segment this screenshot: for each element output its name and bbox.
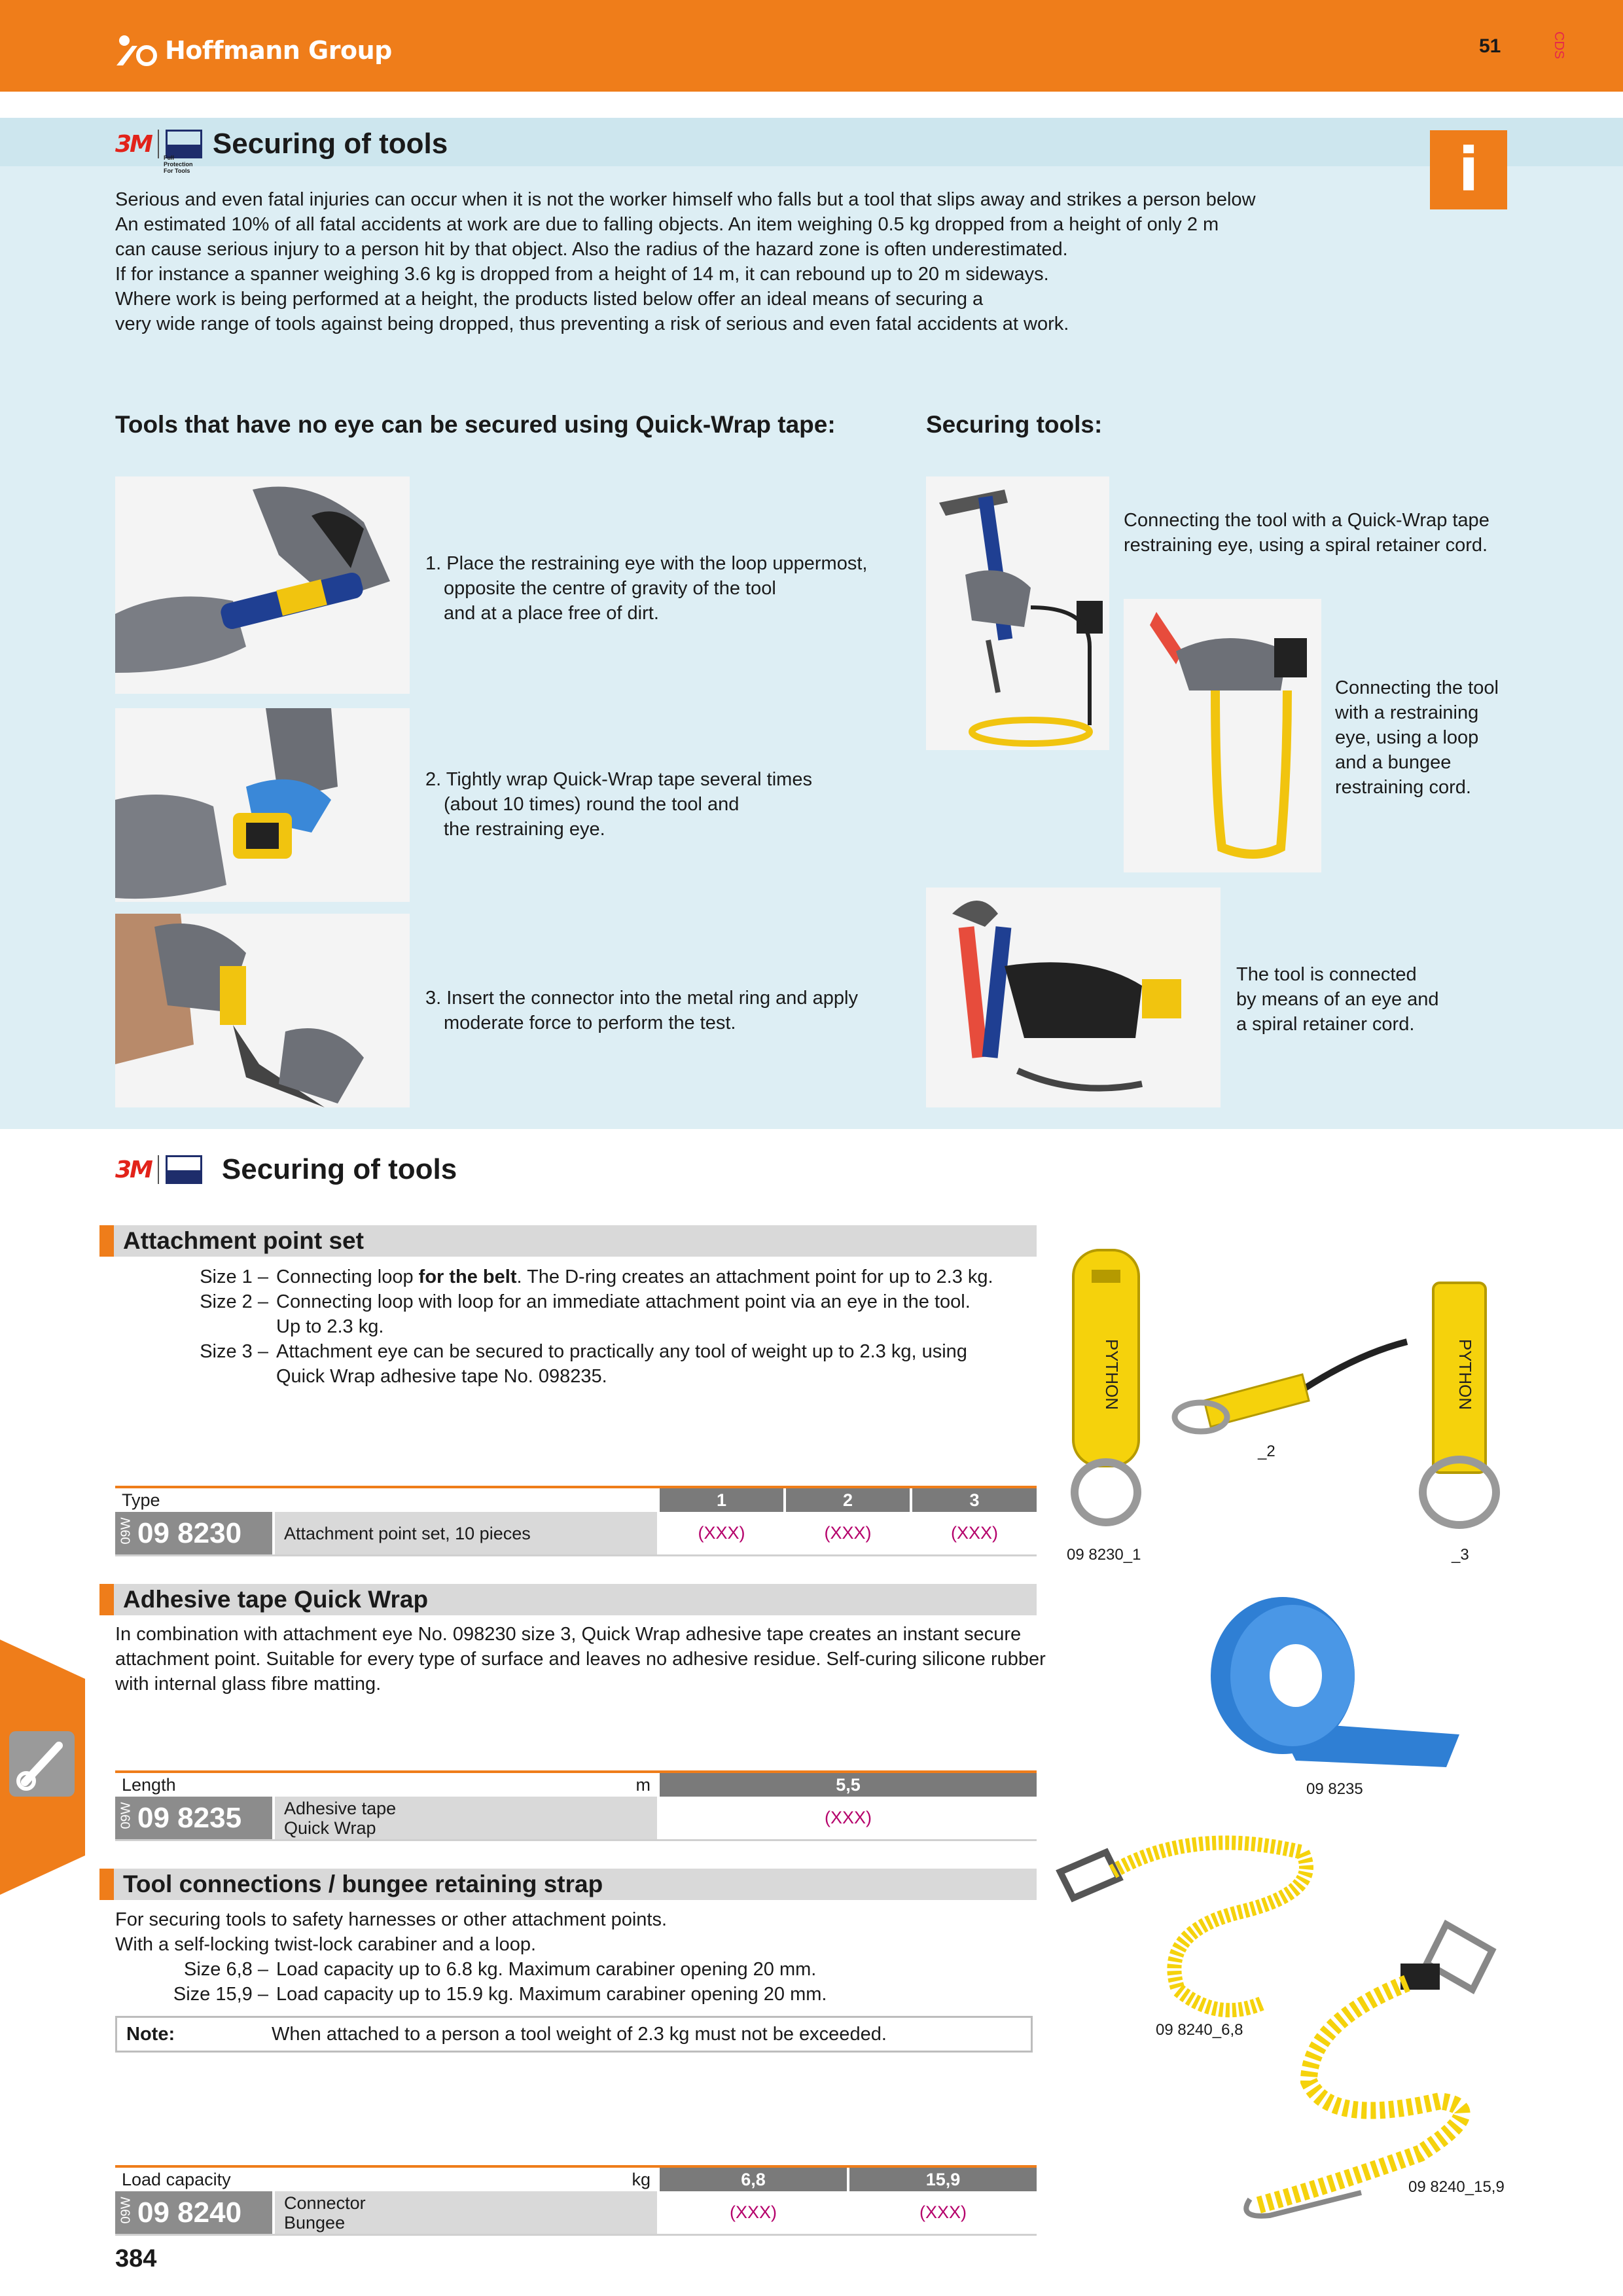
intro-line: Where work is being performed at a height, the products listed below offer an ideal means of securing a bbox=[115, 289, 984, 310]
connector-test-illustration-icon bbox=[115, 914, 410, 1107]
size-value: Attachment eye can be secured to practically any tool of weight up to 2.3 kg, using bbox=[276, 1341, 967, 1362]
tape-wrap-illustration-icon bbox=[115, 708, 410, 902]
footer-page-number: 384 bbox=[115, 2245, 157, 2272]
image-caption: 09 8240_15,9 bbox=[1408, 2178, 1505, 2196]
text-line: In combination with attachment eye No. 098230 size 3, Quick Wrap adhesive tape creates an instant secure bbox=[115, 1624, 1022, 1645]
image-caption: 09 8235 bbox=[1306, 1780, 1363, 1798]
securing-line: restraining eye, using a spiral retainer cord. bbox=[1124, 535, 1488, 556]
text-line: For securing tools to safety harnesses or other attachment points. bbox=[115, 1909, 668, 1930]
size-value: Up to 2.3 kg. bbox=[276, 1316, 384, 1337]
securing-3-text bbox=[1236, 962, 1603, 1037]
protection-logo-icon bbox=[166, 1155, 202, 1184]
desc-line: Bungee bbox=[284, 2212, 346, 2233]
image-caption: _3 bbox=[1452, 1546, 1469, 1564]
price-cell[interactable]: (XXX) bbox=[657, 1797, 1037, 1839]
tape-heading: Adhesive tape Quick Wrap bbox=[123, 1586, 429, 1613]
size-row bbox=[177, 1314, 993, 1339]
note-label: Note: bbox=[126, 2023, 175, 2045]
bungee-heading: Tool connections / bungee retaining strap bbox=[123, 1871, 603, 1897]
table-col: 5,5 bbox=[657, 1773, 1037, 1797]
brand-logo[interactable] bbox=[115, 34, 392, 67]
step-line: (about 10 times) round the tool and bbox=[444, 794, 740, 815]
securing-line: eye, using a loop bbox=[1335, 727, 1479, 748]
size-value: Connecting loop for the belt. The D-ring creates an attachment point for up to 2.3 kg. bbox=[276, 1266, 993, 1287]
tape-heading-bar bbox=[99, 1584, 1037, 1615]
securing-line: a spiral retainer cord. bbox=[1236, 1014, 1415, 1035]
desc-line: Adhesive tape bbox=[284, 1798, 397, 1818]
table-label: Type bbox=[122, 1490, 160, 1510]
table-unit: m bbox=[635, 1774, 651, 1795]
accent-marker bbox=[99, 1869, 114, 1900]
attachment-loop-size3-icon bbox=[1414, 1276, 1505, 1532]
price-cell[interactable]: (XXX) bbox=[783, 1512, 910, 1554]
svg-text:PYTHON: PYTHON bbox=[1455, 1338, 1475, 1410]
note-box bbox=[115, 2016, 1033, 2053]
accent-marker bbox=[99, 1225, 114, 1257]
price-cell[interactable]: (XXX) bbox=[910, 1512, 1037, 1554]
bungee-table bbox=[115, 2165, 1037, 2236]
desc-line: Quick Wrap bbox=[284, 1818, 376, 1838]
products-title: Securing of tools bbox=[221, 1153, 457, 1185]
table-label: Load capacity bbox=[122, 2169, 231, 2189]
attachment-loop-size2-icon bbox=[1165, 1329, 1420, 1446]
table-col: 1 bbox=[657, 1488, 783, 1512]
size-value: Quick Wrap adhesive tape No. 098235. bbox=[276, 1366, 607, 1387]
attachment-heading-bar bbox=[99, 1225, 1037, 1257]
article-number-text: 09 8240 bbox=[137, 2196, 242, 2229]
securing-2-photo bbox=[1124, 599, 1321, 872]
desc-line: Connector bbox=[284, 2193, 366, 2213]
article-description bbox=[272, 1797, 657, 1839]
step-line: and at a place free of dirt. bbox=[444, 603, 659, 624]
text-line: with internal glass fibre matting. bbox=[115, 1674, 382, 1695]
size-value: Connecting loop with loop for an immediate attachment point via an eye in the tool. bbox=[276, 1291, 971, 1312]
table-row bbox=[115, 2191, 1037, 2236]
step-line: 3. Insert the connector into the metal ring and apply bbox=[425, 988, 858, 1009]
attachment-loop-size1-icon bbox=[1060, 1244, 1152, 1532]
step-line: opposite the centre of gravity of the tool bbox=[444, 578, 776, 599]
table-col: 2 bbox=[783, 1488, 910, 1512]
tape-table bbox=[115, 1770, 1037, 1841]
hand-tool-illustration-icon bbox=[115, 476, 410, 694]
logo-3m: 3M bbox=[115, 130, 151, 158]
intro-line: If for instance a spanner weighing 3.6 kg is dropped from a height of 14 m, it can rebound up to 20 m sideways. bbox=[115, 264, 1049, 285]
protection-logo-sub: Full Protection For Tools bbox=[164, 154, 193, 174]
step-2-text bbox=[425, 767, 883, 842]
size-key: Size 15,9 – bbox=[173, 1984, 268, 2005]
securing-1-photo bbox=[926, 476, 1109, 750]
pliers-bungee-icon bbox=[1124, 599, 1321, 872]
step-line: moderate force to perform the test. bbox=[444, 1013, 736, 1033]
step-1-photo bbox=[115, 476, 410, 694]
article-number-text: 09 8235 bbox=[137, 1801, 242, 1834]
quick-wrap-tape-icon bbox=[1198, 1590, 1472, 1780]
size-row bbox=[177, 1339, 993, 1364]
category-side-tab[interactable] bbox=[0, 1640, 85, 1895]
step-3-photo bbox=[115, 914, 410, 1107]
image-caption: 09 8240_6,8 bbox=[1156, 2021, 1243, 2039]
article-number-text: 09 8230 bbox=[137, 1516, 242, 1549]
article-prefix: 09W bbox=[118, 1802, 134, 1829]
intro-line: Serious and even fatal injuries can occur when it is not the worker himself who falls but a tool that slips away and strikes a person below bbox=[115, 189, 1256, 210]
securing-line: and a bungee bbox=[1335, 752, 1452, 773]
table-row bbox=[115, 1797, 1037, 1841]
bungee-text bbox=[115, 1907, 1044, 1957]
price-cell[interactable]: (XXX) bbox=[847, 2191, 1037, 2234]
logo-3m: 3M bbox=[115, 1156, 151, 1183]
page-number: 51 bbox=[1479, 35, 1501, 57]
article-prefix: 09W bbox=[118, 2197, 134, 2224]
intro-line: An estimated 10% of all fatal accidents at work are due to falling objects. An item weighing 0.5 kg dropped from a height of only 2 m bbox=[115, 214, 1219, 235]
info-title: Securing of tools bbox=[212, 128, 448, 160]
bungee-heading-bar bbox=[99, 1869, 1037, 1900]
attachment-table bbox=[115, 1486, 1037, 1556]
securing-1-text bbox=[1124, 508, 1595, 558]
securing-line: The tool is connected bbox=[1236, 964, 1417, 985]
securing-line: by means of an eye and bbox=[1236, 989, 1439, 1010]
article-number[interactable] bbox=[115, 1797, 272, 1839]
securing-line: Connecting the tool with a Quick-Wrap tape bbox=[1124, 510, 1489, 531]
info-icon: i bbox=[1430, 130, 1507, 209]
article-number[interactable] bbox=[115, 1512, 272, 1554]
size-value: Load capacity up to 15.9 kg. Maximum carabiner opening 20 mm. bbox=[276, 1984, 827, 2005]
table-col: 15,9 bbox=[847, 2168, 1037, 2191]
article-prefix: 09W bbox=[118, 1517, 134, 1545]
step-line: the restraining eye. bbox=[444, 819, 605, 840]
brand-name: Hoffmann Group bbox=[165, 36, 392, 65]
size-key: Size 2 – bbox=[200, 1291, 268, 1312]
side-code: CDS bbox=[1552, 31, 1566, 60]
accent-marker bbox=[99, 1584, 114, 1615]
right-heading: Securing tools: bbox=[926, 411, 1103, 438]
size-key: Size 3 – bbox=[200, 1341, 268, 1362]
table-row bbox=[115, 1512, 1037, 1556]
size-key: Size 1 – bbox=[200, 1266, 268, 1287]
price-cell[interactable]: (XXX) bbox=[657, 2191, 847, 2234]
securing-line: with a restraining bbox=[1335, 702, 1479, 723]
size-key: Size 6,8 – bbox=[184, 1959, 268, 1980]
table-col: 3 bbox=[910, 1488, 1037, 1512]
products-brand-logos bbox=[115, 1153, 457, 1186]
table-header bbox=[115, 1770, 1037, 1797]
article-description bbox=[272, 2191, 657, 2234]
step-line: 1. Place the restraining eye with the loop uppermost, bbox=[425, 553, 868, 574]
price-cell[interactable]: (XXX) bbox=[657, 1512, 783, 1554]
size-row bbox=[177, 1364, 993, 1389]
logo-separator bbox=[158, 130, 159, 158]
attachment-sizes bbox=[177, 1265, 993, 1389]
size-row bbox=[115, 1982, 827, 2007]
securing-line: restraining cord. bbox=[1335, 777, 1471, 798]
step-2-photo bbox=[115, 708, 410, 902]
bungee-15-9-icon bbox=[1230, 1911, 1505, 2219]
table-label: Length bbox=[122, 1774, 176, 1795]
text-line: attachment point. Suitable for every type of surface and leaves no adhesive residue. Self-curing silicone rubber bbox=[115, 1649, 1046, 1670]
hoffmann-logo-icon bbox=[115, 34, 158, 67]
table-header bbox=[115, 1486, 1037, 1512]
svg-text:PYTHON: PYTHON bbox=[1102, 1338, 1122, 1410]
image-caption: 09 8230_1 bbox=[1067, 1546, 1141, 1564]
article-description bbox=[272, 1512, 657, 1554]
size-row bbox=[177, 1289, 993, 1314]
intro-text bbox=[115, 187, 1280, 336]
step-3-text bbox=[425, 986, 923, 1035]
size-row bbox=[177, 1265, 993, 1289]
securing-3-photo bbox=[926, 888, 1221, 1107]
desc-line: Attachment point set, 10 pieces bbox=[284, 1523, 531, 1543]
intro-line: can cause serious injury to a person hit by that object. Also the radius of the hazard zone is often underestimated. bbox=[115, 239, 1068, 260]
hammer-spiral-cord-icon bbox=[926, 476, 1109, 750]
tape-text bbox=[115, 1622, 1044, 1696]
left-heading: Tools that have no eye can be secured using Quick-Wrap tape: bbox=[115, 411, 836, 438]
step-line: 2. Tightly wrap Quick-Wrap tape several times bbox=[425, 769, 812, 790]
securing-line: Connecting the tool bbox=[1335, 677, 1499, 698]
waterpump-pliers-spiral-icon bbox=[926, 888, 1221, 1107]
step-1-text bbox=[425, 551, 883, 626]
article-number[interactable] bbox=[115, 2191, 272, 2234]
table-header bbox=[115, 2165, 1037, 2191]
size-value: Load capacity up to 6.8 kg. Maximum carabiner opening 20 mm. bbox=[276, 1959, 817, 1980]
note-text: When attached to a person a tool weight of 2.3 kg must not be exceeded. bbox=[272, 2023, 887, 2045]
logo-separator bbox=[158, 1155, 159, 1184]
text-line: With a self-locking twist-lock carabiner and a loop. bbox=[115, 1934, 537, 1955]
table-col: 6,8 bbox=[657, 2168, 847, 2191]
bungee-sizes bbox=[115, 1957, 827, 2007]
intro-line: very wide range of tools against being dropped, thus preventing a risk of serious and even fatal accidents at work. bbox=[115, 314, 1069, 334]
attachment-heading: Attachment point set bbox=[123, 1227, 364, 1254]
securing-2-text bbox=[1335, 675, 1597, 800]
image-caption: _2 bbox=[1258, 1443, 1275, 1460]
table-unit: kg bbox=[632, 2169, 651, 2189]
size-row bbox=[115, 1957, 827, 1982]
